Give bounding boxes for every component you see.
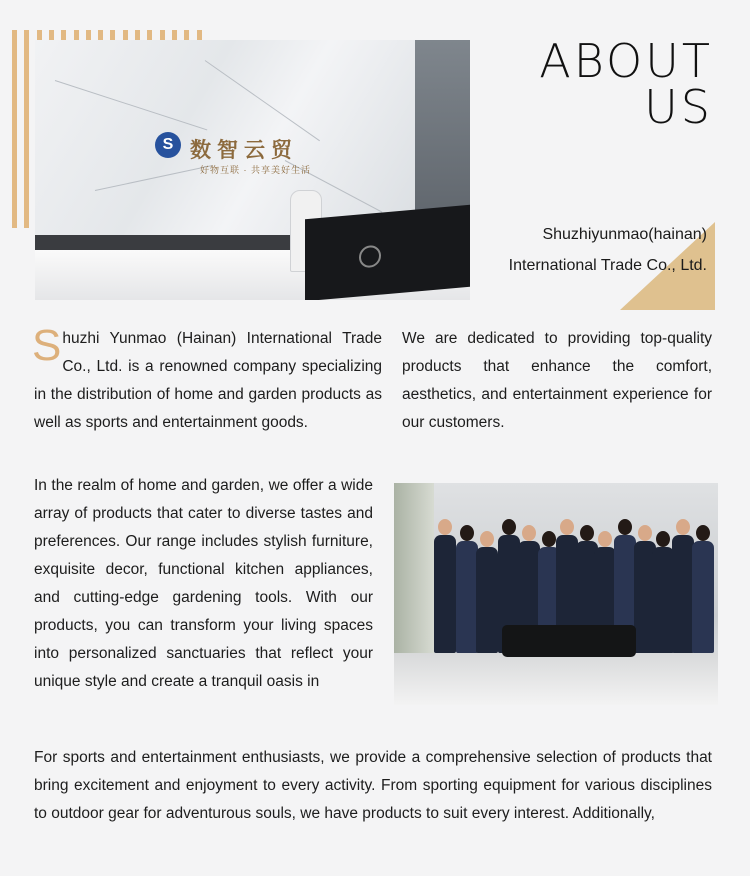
team-member-head bbox=[522, 525, 536, 541]
dedication-paragraph: We are dedicated to providing top-quality products that enhance the comfort, aesthetics, and entertainment experience for our customers. bbox=[402, 330, 712, 431]
team-member-head bbox=[618, 519, 632, 535]
team-member bbox=[692, 541, 714, 653]
page-title bbox=[539, 34, 713, 134]
title-line-us: US bbox=[644, 80, 713, 134]
team-photo bbox=[394, 483, 718, 705]
team-member-head bbox=[638, 525, 652, 541]
team-member-head bbox=[460, 525, 474, 541]
team-member-head bbox=[542, 531, 556, 547]
sports-paragraph: For sports and entertainment enthusiasts, we provide a comprehensive selection of products that bring excitement and enjoyment to every activity. From sporting equipment for various disciplines to outdoor gear for adventurous souls, we have products to suit every interest. Additionally, bbox=[34, 749, 712, 822]
team-member-head bbox=[656, 531, 670, 547]
reception-photo bbox=[35, 40, 470, 300]
team-member-head bbox=[696, 525, 710, 541]
team-member-head bbox=[580, 525, 594, 541]
team-member-head bbox=[480, 531, 494, 547]
brand-slogan: 好物互联 · 共享美好生活 bbox=[200, 165, 311, 175]
monitor bbox=[305, 205, 470, 300]
team-member-head bbox=[676, 519, 690, 535]
gold-stripe bbox=[24, 30, 29, 228]
drop-cap: S bbox=[32, 321, 62, 370]
home-garden-paragraph: In the realm of home and garden, we offer a wide array of products that cater to diverse tastes and preferences. Our range includes stylish furniture, exquisite decor, functional kitchen appliances, and cutting-edge gardening tools. With our products, you can transform your living spaces into personalized sanctuaries that reflect your unique style and create a tranquil oasis in bbox=[34, 477, 373, 690]
monitor-logo-icon bbox=[359, 245, 381, 269]
sofa bbox=[502, 625, 636, 657]
team-member-head bbox=[438, 519, 452, 535]
company-name-line1: Shuzhiyunmao(hainan) bbox=[542, 226, 707, 243]
company-logo-icon: S bbox=[155, 132, 181, 158]
team-member bbox=[456, 541, 478, 653]
intro-paragraph bbox=[32, 321, 382, 437]
team-member-head bbox=[560, 519, 574, 535]
title-line-about: ABOUT bbox=[539, 34, 713, 88]
intro-text: huzhi Yunmao (Hainan) International Trade Co., Ltd. is a renowned company specializing in the distribution of home and garden products as well as sports and entertainment goods. bbox=[34, 330, 382, 431]
team-member bbox=[434, 535, 456, 653]
brand-sign: 数智云贸 bbox=[190, 137, 298, 162]
team-member bbox=[476, 547, 498, 653]
team-member-head bbox=[502, 519, 516, 535]
company-name bbox=[509, 219, 707, 281]
company-name-line2: International Trade Co., Ltd. bbox=[508, 257, 707, 274]
team-member bbox=[652, 547, 674, 653]
floor bbox=[394, 653, 718, 705]
team-member bbox=[672, 535, 694, 653]
gold-stripe bbox=[12, 30, 17, 228]
team-member-head bbox=[598, 531, 612, 547]
